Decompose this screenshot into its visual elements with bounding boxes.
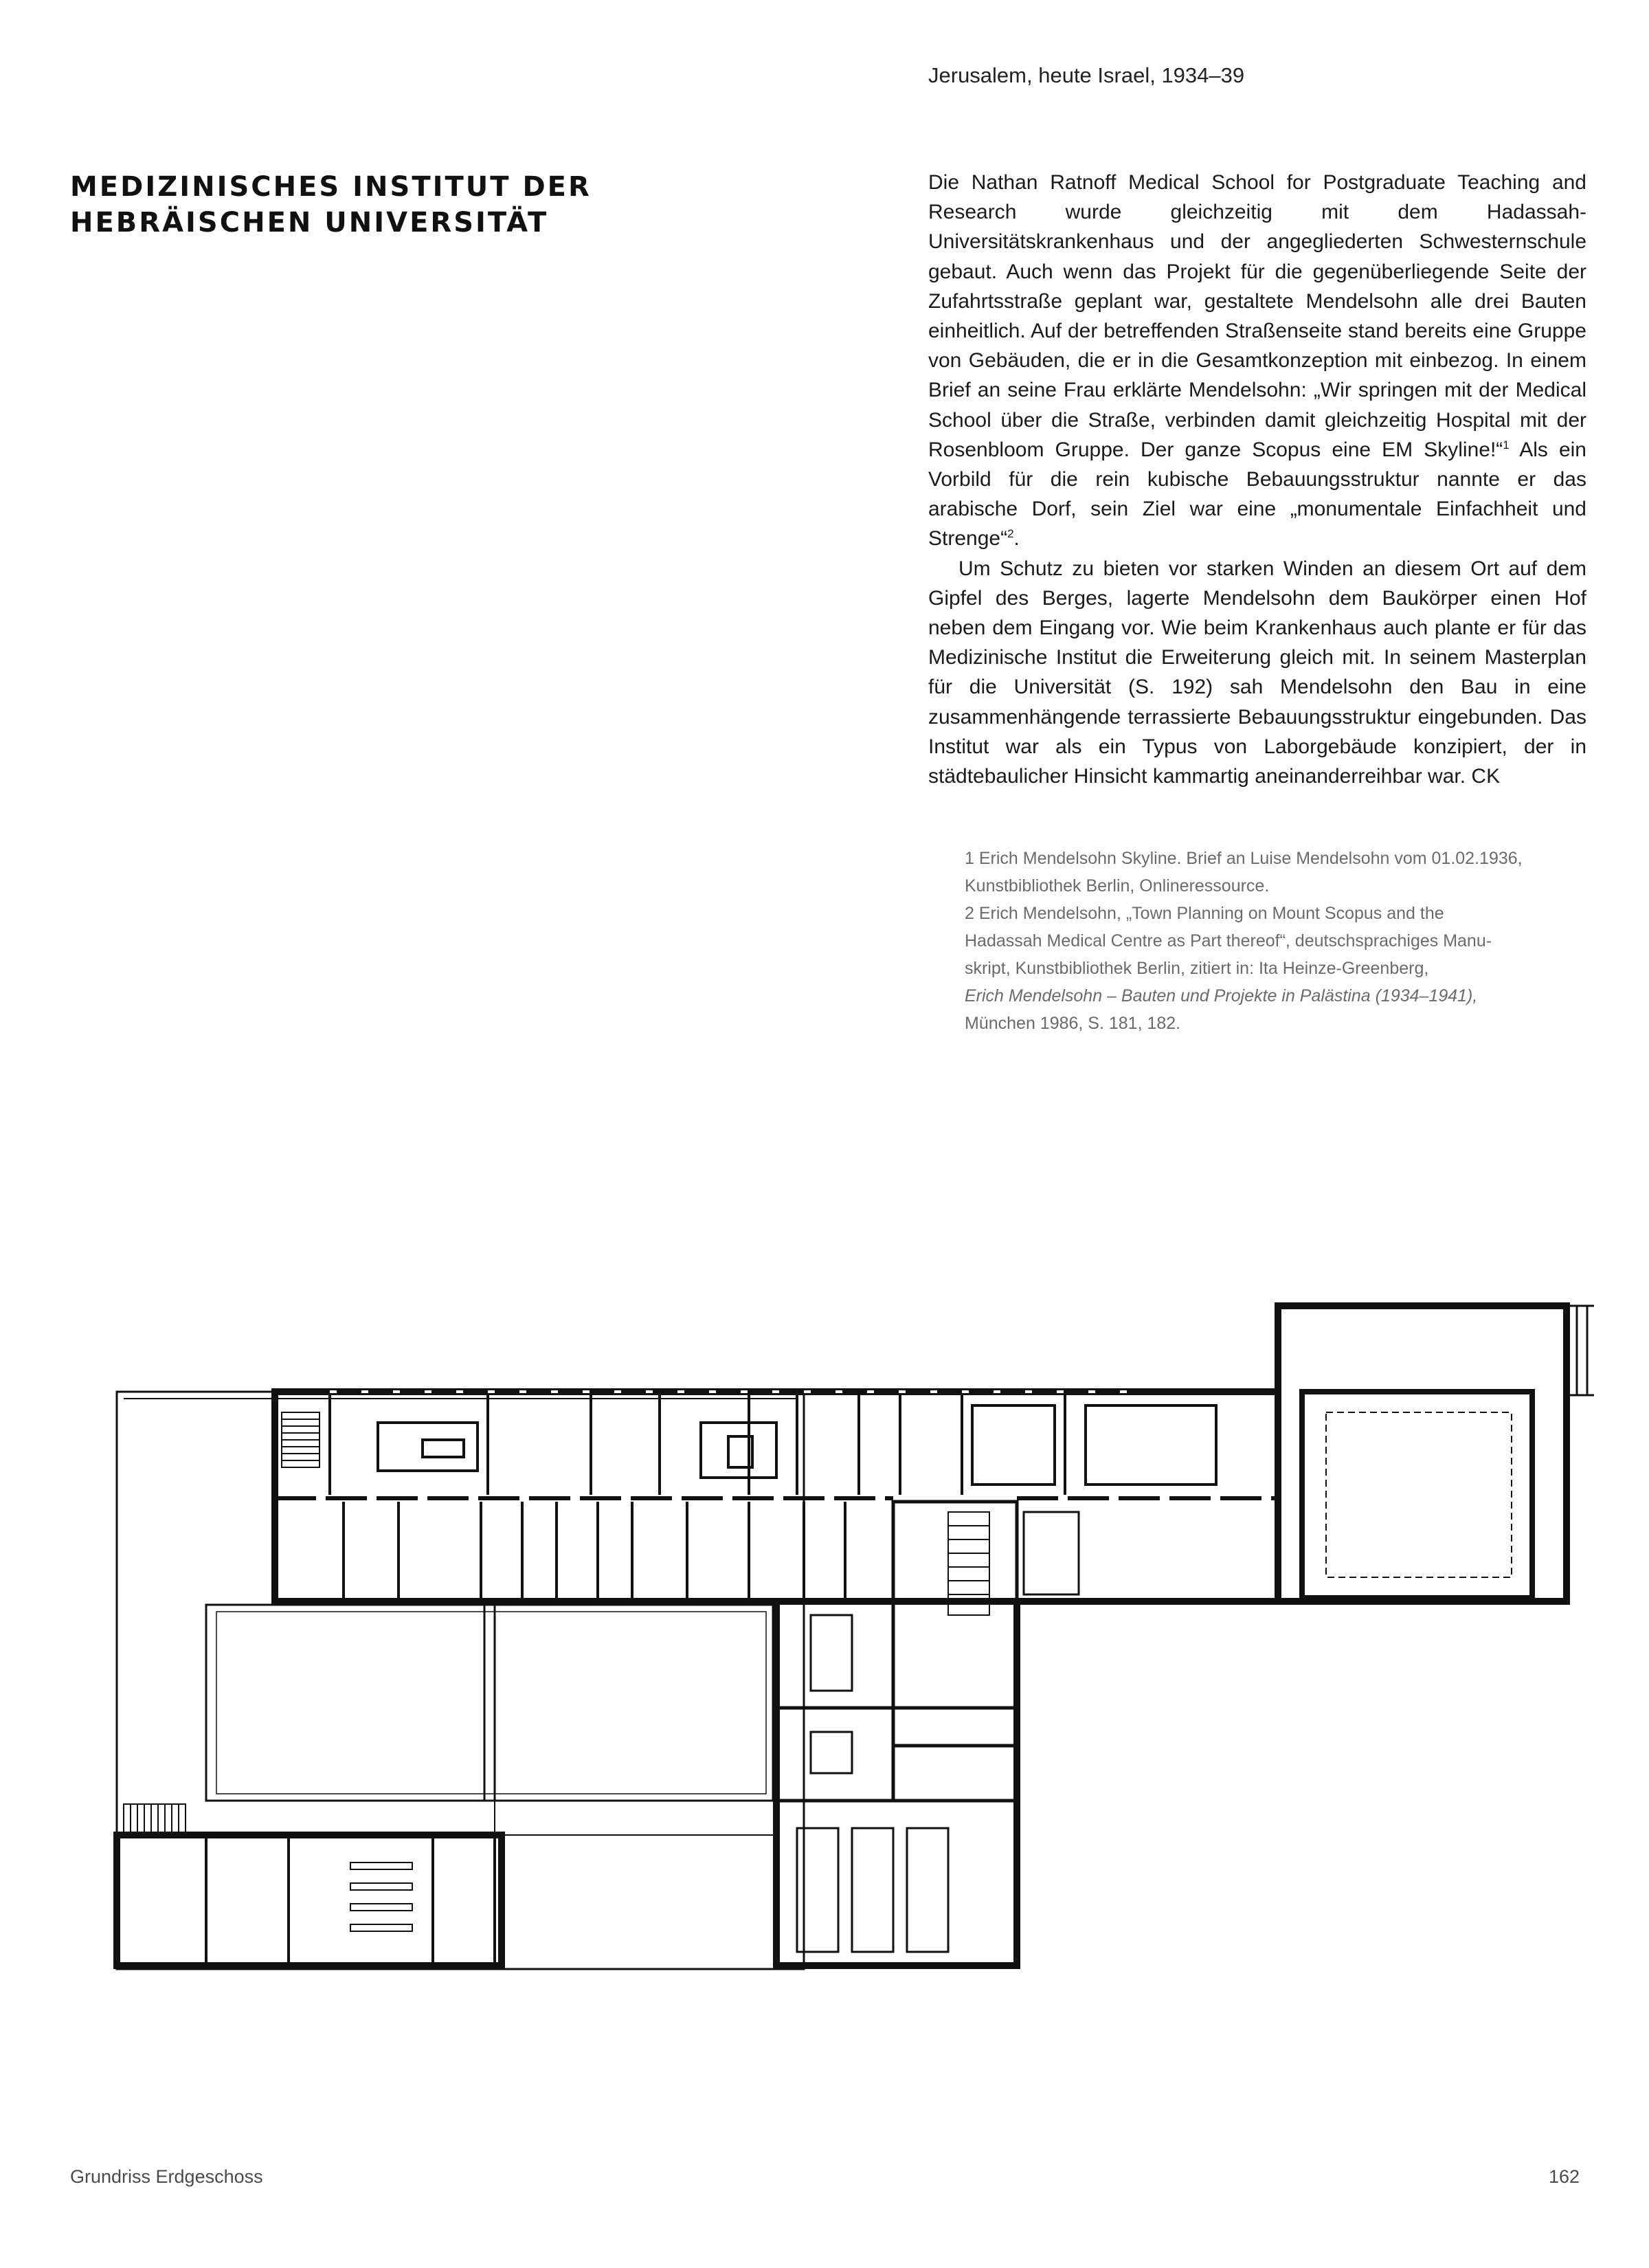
lecture-hall-inner xyxy=(1326,1412,1512,1577)
south-west-stair xyxy=(124,1804,186,1835)
location-heading: Jerusalem, heute Israel, 1934–39 xyxy=(928,63,1245,87)
body-paragraph-1-part-c: . xyxy=(1013,527,1020,551)
title-line-2: HEBRÄISCHEN UNIVERSITÄT xyxy=(70,207,549,238)
south-lab-rooms xyxy=(776,1615,1017,1952)
east-block xyxy=(1278,1306,1567,1601)
footnote-ref-1[interactable]: 1 xyxy=(1503,438,1510,452)
footnote-2-line-2: Hadassah Medical Centre as Part thereof“, deutschsprachiges Manu- xyxy=(965,931,1492,950)
south-west-wing xyxy=(117,1835,502,1966)
title-line-1: MEDIZINISCHES INSTITUT DER xyxy=(70,171,592,203)
north-rooms xyxy=(330,1395,1216,1495)
footnote-2-line-5: München 1986, S. 181, 182. xyxy=(965,1014,1181,1033)
footnote-2-book-title: Erich Mendelsohn – Bauten und Projekte in Palästina (1934–1941), xyxy=(965,986,1478,1005)
footnotes xyxy=(965,845,1586,1037)
page-title xyxy=(70,169,592,241)
floor-plan-drawing xyxy=(110,1292,1594,1979)
body-paragraph-1-part-a: Die Nathan Ratnoff Medical School for Postgraduate Teaching and Research wurde gleichzeitig mit dem Hadassah-Universitätskrankenhaus und der angegliederten Schwesternschule gebaut. Auch wenn das Projekt für die gegenüberliegende Seite der Zufahrtsstraße geplant war, gestaltete Mendelsohn alle drei Bauten einheitlich. Auf der betreffenden Straßenseite stand bereits eine Gruppe von Gebäuden, die er in die Gesamtkonzeption mit einbezog. In einem Brief an seine Frau erklärte Mendelsohn: „Wir springen mit der Medical School über die Straße, verbinden damit gleichzeitig Hospital mit der Rosenbloom Gruppe. Der ganze Scopus eine EM Skyline!“ xyxy=(928,171,1586,461)
body-paragraph-1-part-b: Als ein Vorbild für die rein kubische Bebauungsstruktur nannte er das arabische Dorf, sein Ziel war eine „monumentale Einfachheit und Strenge“ xyxy=(928,438,1586,551)
footnote-2-line-1: 2 Erich Mendelsohn, „Town Planning on Mount Scopus and the xyxy=(965,904,1444,923)
footnote-1-line-1: 1 Erich Mendelsohn Skyline. Brief an Luise Mendelsohn vom 01.02.1936, xyxy=(965,849,1523,868)
lecture-hall xyxy=(1302,1392,1532,1598)
footnote-1-line-2: Kunstbibliothek Berlin, Onlineressource. xyxy=(965,876,1270,896)
body-paragraph-2: Um Schutz zu bieten vor starken Winden an diesem Ort auf dem Gipfel des Berges, lagerte Mendelsohn dem Baukörper einen Hof neben dem Eingang vor. Wie beim Krankenhaus auch plante er für das Medizinische Institut die Erweiterung gleich mit. In seinem Masterplan für die Universität (S. 192) sah Mendelsohn den Bau in eine zusammenhängende terrassierte Bebauungsstruktur eingebunden. Das Institut war als ein Typus von Laborgebäude konzipiert, der in städtebaulicher Hinsicht kammartig aneinanderreihbar war. CK xyxy=(928,557,1586,788)
footnote-2-line-3: skript, Kunstbibliothek Berlin, zitiert in: Ita Heinze-Greenberg, xyxy=(965,959,1429,978)
south-west-rooms xyxy=(206,1838,495,1962)
page-number: 162 xyxy=(1549,2166,1580,2187)
figure-caption: Grundriss Erdgeschoss xyxy=(70,2166,263,2187)
body-text xyxy=(928,168,1586,791)
footnote-2-line-4 xyxy=(965,982,1586,1010)
courtyard xyxy=(206,1605,776,1835)
south-of-corridor-rooms xyxy=(344,1502,893,1598)
south-lab-wing xyxy=(776,1601,1017,1966)
body-paragraph-1 xyxy=(928,168,1586,554)
east-terrace-stair xyxy=(1567,1306,1594,1395)
west-stair xyxy=(282,1412,319,1467)
footnote-ref-2[interactable]: 2 xyxy=(1007,527,1014,541)
